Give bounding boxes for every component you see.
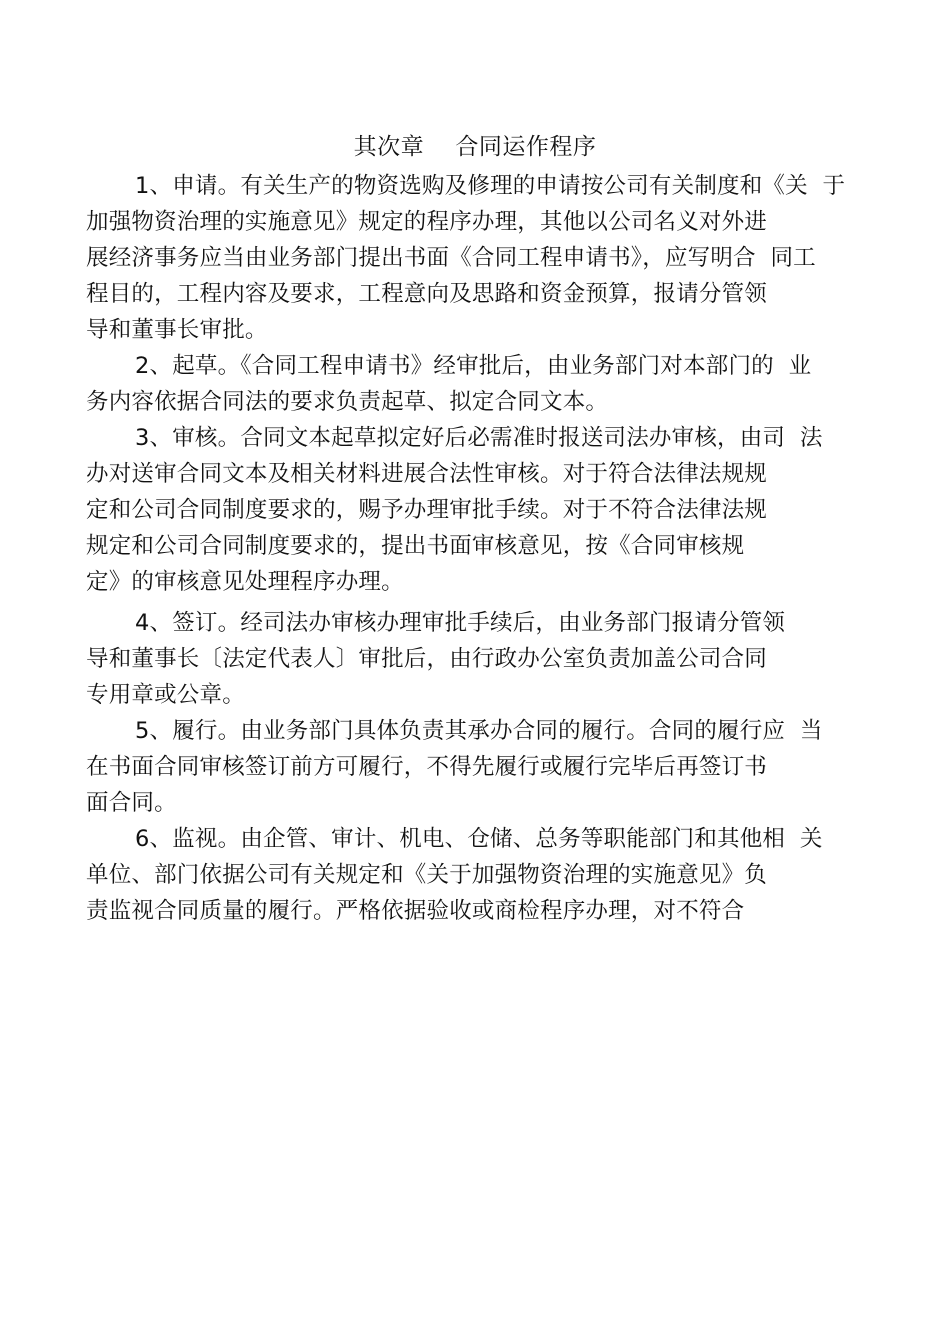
paragraph-3-line-2: 办对送审合同文本及相关材料进展合法性审核。对于符合法律法规规 [86,461,768,487]
paragraph-1-line-1: 1、申请。有关生产的物资选购及修理的申请按公司有关制度和《关 于 [135,173,846,199]
paragraph-3-line-5: 定》的审核意见处理程序办理。 [86,569,404,595]
paragraph-1-line-3: 展经济事务应当由业务部门提出书面《合同工程申请书》，应写明合 同工 [86,245,816,271]
paragraph-6-line-1: 6、监视。由企管、审计、机电、仓储、总务等职能部门和其他相 关 [135,826,823,852]
paragraph-6-line-2: 单位、部门依据公司有关规定和《关于加强物资治理的实施意见》负 [86,862,768,888]
paragraph-4-line-1: 4、签订。经司法办审核办理审批手续后，由业务部门报请分管领 [135,610,786,636]
paragraph-1-line-2: 加强物资治理的实施意见》规定的程序办理，其他以公司名义对外进 [86,209,768,235]
paragraph-4-line-2: 导和董事长〔法定代表人〕审批后，由行政办公室负责加盖公司合同 [86,646,768,672]
paragraph-2-line-2: 务内容依据合同法的要求负责起草、拟定合同文本。 [86,389,609,415]
paragraph-6-line-3: 责监视合同质量的履行。严格依据验收或商检程序办理，对不符合 [86,898,745,924]
paragraph-5-line-1: 5、履行。由业务部门具体负责其承办合同的履行。合同的履行应 当 [135,718,823,744]
chapter-title: 其次章 合同运作程序 [353,134,597,160]
paragraph-5-line-3: 面合同。 [86,790,177,816]
paragraph-2-line-1: 2、起草。《合同工程申请书》经审批后，由业务部门对本部门的 业 [135,353,812,379]
paragraph-5-line-2: 在书面合同审核签订前方可履行，不得先履行或履行完毕后再签订书 [86,754,768,780]
paragraph-3-line-1: 3、审核。合同文本起草拟定好后必需准时报送司法办审核，由司 法 [135,425,823,451]
paragraph-3-line-4: 规定和公司合同制度要求的，提出书面审核意见，按《合同审核规 [86,533,745,559]
paragraph-1-line-5: 导和董事长审批。 [86,317,268,343]
paragraph-4-line-3: 专用章或公章。 [86,682,245,708]
paragraph-1-line-4: 程目的，工程内容及要求，工程意向及思路和资金预算，报请分管领 [86,281,768,307]
paragraph-3-line-3: 定和公司合同制度要求的，赐予办理审批手续。对于不符合法律法规 [86,497,768,523]
